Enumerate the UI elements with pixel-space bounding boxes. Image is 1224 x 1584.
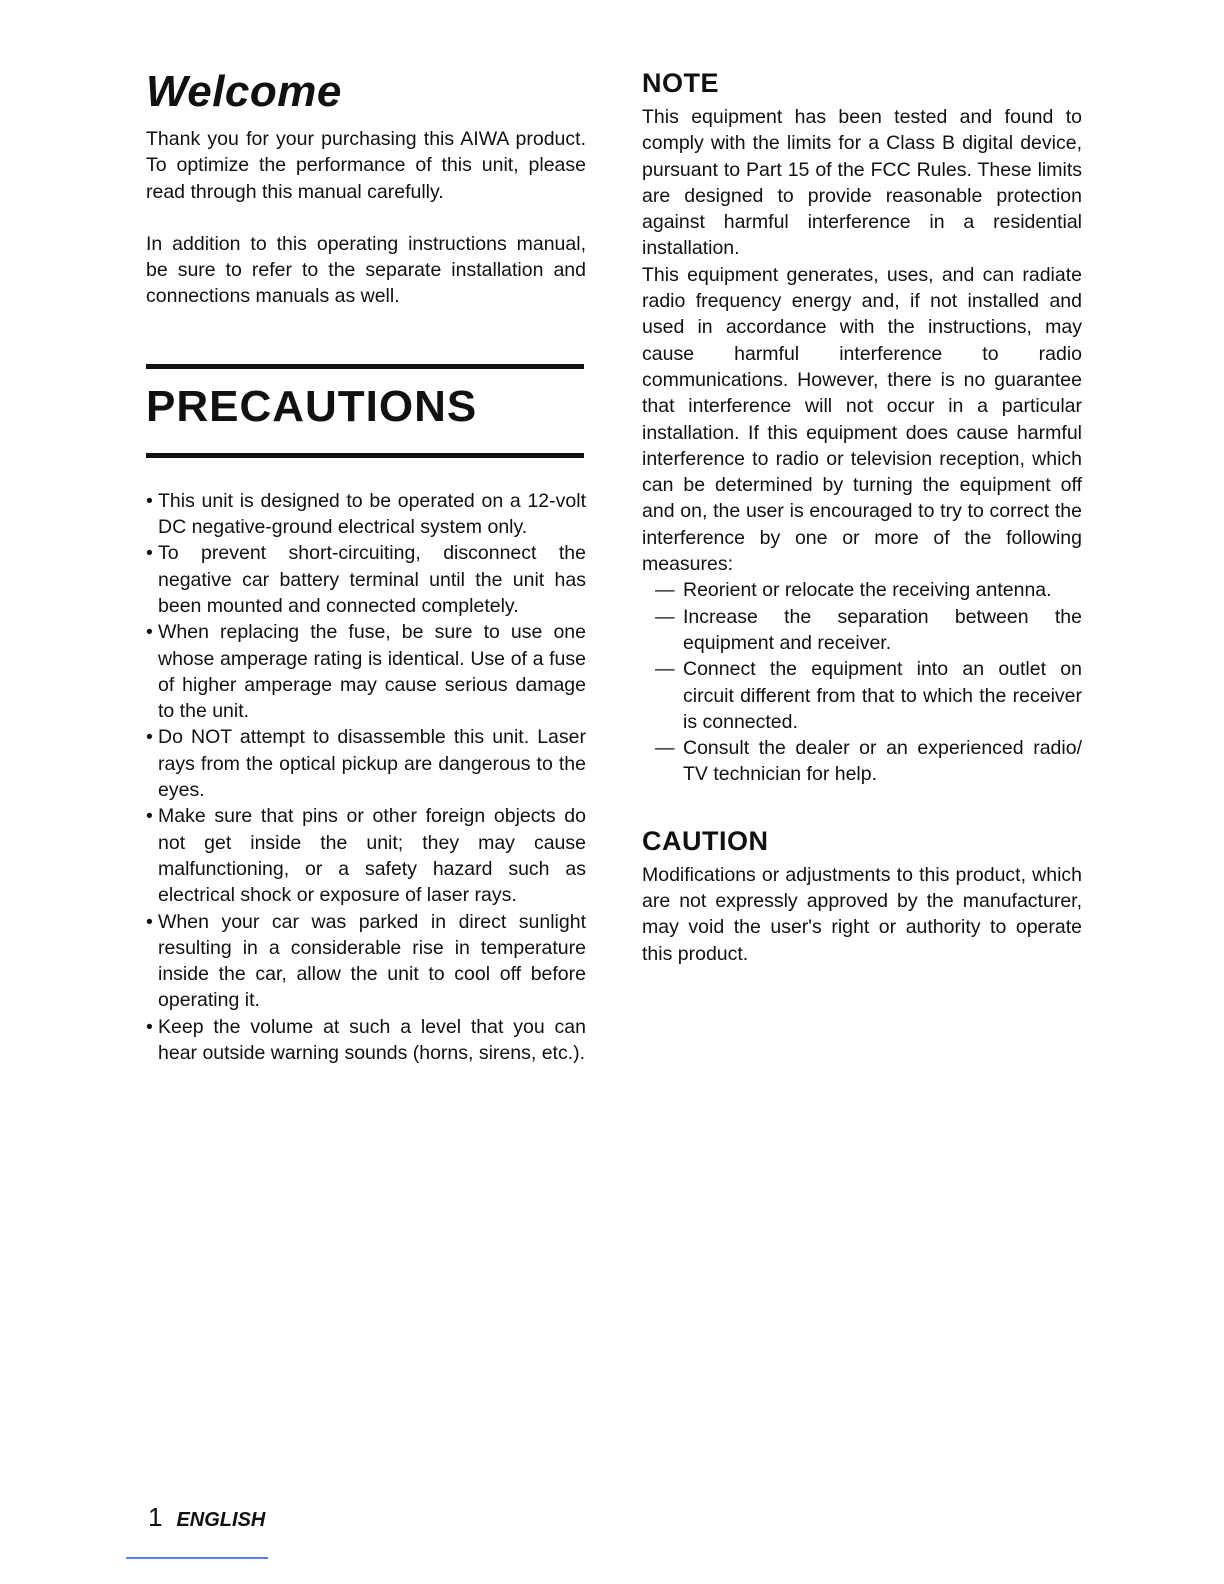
precautions-bottom-rule bbox=[146, 453, 584, 458]
dash-icon: — bbox=[655, 658, 675, 681]
measure-item: — Reorient or relocate the receiving antenna. bbox=[642, 577, 1082, 603]
note-paragraph-2: This equipment generates, uses, and can radiate radio frequency energy and, if not installed and used in accordance with the instructions, may cause harmful interference to radio communications. However, there is no guarantee that interference will not occur in a particular installation. If this equipment does cause harmful interference to radio or television reception, which can be determined by turning the equipment off and on, the user is encouraged to try to correct the interference by one or more of the following measures: bbox=[642, 263, 1082, 576]
language-label: ENGLISH bbox=[176, 1509, 266, 1531]
bullet-icon: • bbox=[146, 1015, 153, 1038]
welcome-title: Welcome bbox=[146, 67, 342, 116]
caution-title: CAUTION bbox=[642, 825, 769, 856]
measure-item: — Increase the separation between the equipment and receiver. bbox=[655, 605, 1082, 654]
precautions-list bbox=[146, 488, 586, 1067]
dash-icon: — bbox=[655, 737, 675, 760]
measure-item: — Consult the dealer or an experienced radio/ TV technician for help. bbox=[655, 737, 1082, 786]
precaution-item: • To prevent short-circuiting, disconnect the negative car battery terminal until the unit has been mounted and connected completely. bbox=[146, 542, 586, 617]
precaution-item: • When your car was parked in direct sunlight resulting in a considerable rise in temperature inside the car, allow the unit to cool off before operating it. bbox=[146, 910, 586, 1012]
measure-item: — Connect the equipment into an outlet on circuit different from that to which the receiver is connected. bbox=[655, 658, 1082, 733]
right-column bbox=[642, 66, 1082, 967]
left-column bbox=[146, 66, 586, 1066]
page-footer bbox=[148, 1502, 265, 1535]
precaution-item: • Keep the volume at such a level that you can hear outside warning sounds (horns, sirens, etc.). bbox=[146, 1015, 586, 1065]
bullet-icon: • bbox=[146, 805, 153, 828]
welcome-paragraph-2: In addition to this operating instructions manual, be sure to refer to the separate installation and connections manuals as well. bbox=[146, 232, 586, 308]
dash-icon: — bbox=[655, 605, 675, 628]
bullet-icon: • bbox=[146, 542, 153, 565]
precaution-item: • Make sure that pins or other foreign objects do not get inside the unit; they may cause malfunctioning, or a safety hazard such as electrical shock or exposure of laser rays. bbox=[146, 805, 586, 907]
welcome-paragraph-1: Thank you for your purchasing this AIWA product. To optimize the performance of this unit, please read through this manual carefully. bbox=[146, 128, 586, 203]
bullet-icon: • bbox=[146, 621, 153, 644]
precaution-item: • Do NOT attempt to disassemble this unit. Laser rays from the optical pickup are dangerous to the eyes. bbox=[146, 726, 586, 802]
bullet-icon: • bbox=[146, 910, 153, 933]
dash-icon: — bbox=[655, 579, 675, 602]
caution-text: Modifications or adjustments to this product, which are not expressly approved by the manufacturer, may void the user's right or authority to operate this product. bbox=[642, 863, 1082, 965]
bullet-icon: • bbox=[146, 489, 153, 512]
note-paragraph-1: This equipment has been tested and found to comply with the limits for a Class B digital device, pursuant to Part 15 of the FCC Rules. These limits are designed to provide reasonable protection against harmful interference in a residential installation. bbox=[642, 106, 1082, 260]
page-number: 1 bbox=[148, 1502, 163, 1532]
precautions-section bbox=[146, 364, 586, 1067]
note-title: NOTE bbox=[642, 68, 720, 98]
precautions-title: PRECAUTIONS bbox=[146, 381, 478, 431]
precaution-item: • This unit is designed to be operated on a 12-volt DC negative-ground electrical system only. bbox=[146, 489, 586, 539]
precaution-item: • When replacing the fuse, be sure to use one whose amperage rating is identical. Use of a fuse of higher amperage may cause serious damage to the unit. bbox=[146, 621, 586, 723]
bottom-line bbox=[126, 1557, 268, 1559]
measures-list bbox=[642, 577, 1082, 787]
precautions-top-rule bbox=[146, 364, 584, 369]
bullet-icon: • bbox=[146, 726, 153, 749]
